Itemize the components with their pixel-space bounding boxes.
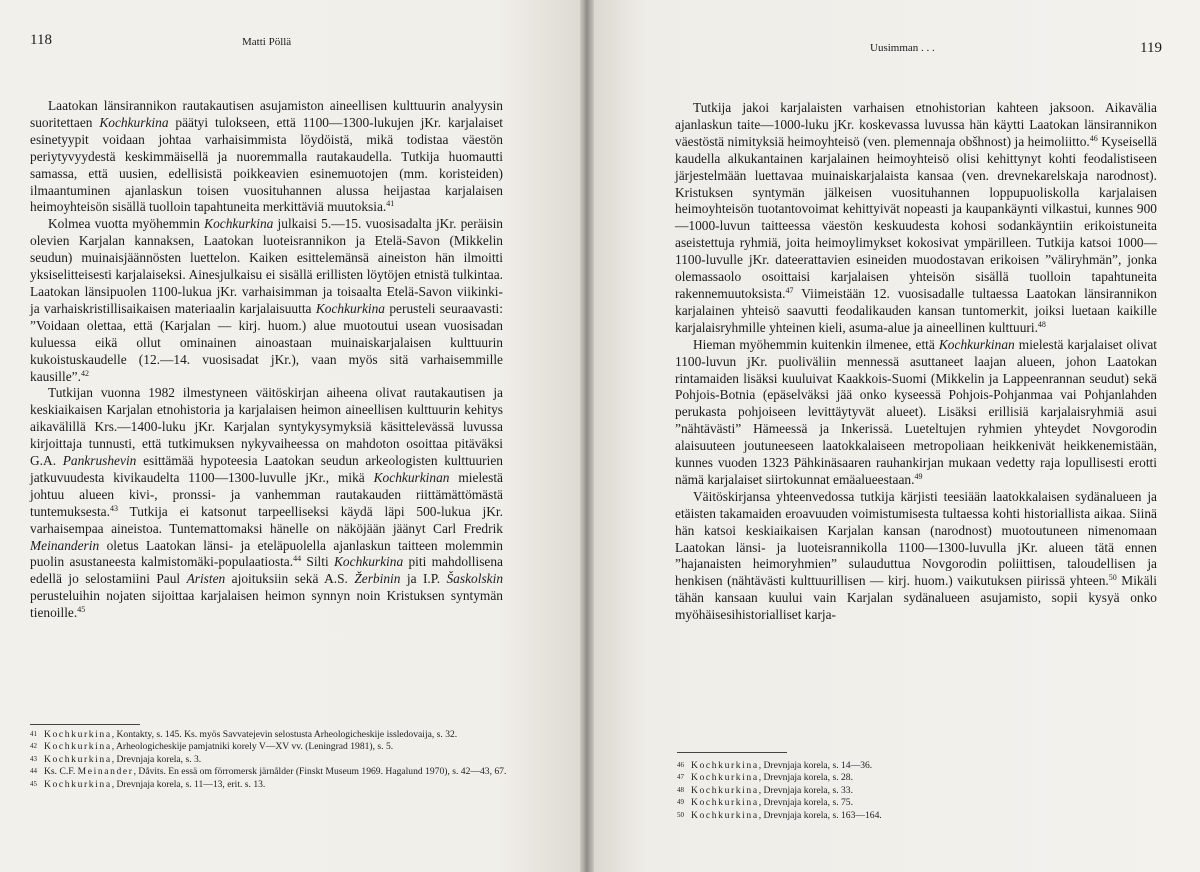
footnote-rule <box>30 724 140 725</box>
footnote-author: Kochkurkina <box>44 741 112 753</box>
book-gutter <box>580 0 594 872</box>
footnote: 41 Kochkurkina, Kontakty, s. 145. Ks. myös Savvatejevin selostusta Arheologicheskije issledovaija, s. 32. <box>30 729 458 740</box>
italic-name: Kochkurkina <box>334 554 404 570</box>
footnote: 49 Kochkurkina, Drevnjaja korela, s. 75. <box>677 797 853 809</box>
footnote-rule <box>677 752 787 753</box>
italic-name: Meinanderin <box>30 537 100 553</box>
footnote: 47 Kochkurkina, Drevnjaja korela, s. 28. <box>677 772 853 784</box>
footnote-ref: 47 <box>785 285 794 295</box>
footnote: 45 Kochkurkina, Drevnjaja korela, s. 11—13, erit. s. 13. <box>30 778 266 790</box>
footnote-author: Kochkurkina <box>44 778 112 790</box>
paragraph: Laatokan länsirannikon rautakautisen asujamiston aineellisen kulttuurin analyysin suoritettaen Kochkurkina päätyi tulokseen, että 1100—1300-lukujen jKr. karjalaiset esinetyypit voidaan johtaa varhaisimmista löydöistä, mikä todistaa väestön periytyvyydestä keskimmäisellä ja nuoremmalla rautakaudella. Tutkija huomautti samassa, että uusien, edellisistä poikkeavien esinemuotojen (mm. koristeiden) ilmaantuminen ajanlaskun toisen vuosituhannen alussa heijastaa karjalaisen heimoyhteisön sisällä tuolloin tapahtuneita merkittäviä muutoksia.$^{41}$ <box>30 98 503 215</box>
right-page <box>585 0 1200 872</box>
footnote-ref: 48 <box>1037 319 1046 329</box>
footnote-ref: 49 <box>914 471 923 481</box>
italic-name: Kochkurkina <box>204 216 274 232</box>
footnote: 42 Kochkurkina, Arheologicheskije pamjatniki korely V—XV vv. (Leningrad 1981), s. 5. <box>30 741 394 753</box>
paragraph: Kolmea vuotta myöhemmin Kochkurkina julkaisi 5.—15. vuosisadalta jKr. peräisin olevien Karjalan kannaksen, Laatokan luoteisrannikon ja Etelä-Savon (Mikkelin seudun) muinaisjäännösten luettelon. Kaiken esittelemänsä aineiston hän ilmoitti yksiselitteisesti karjalaiseksi. Ainesjulkaisu ei sisällä erillisten löytöjen etnistä tulkintaa. Laatokan länsipuolen 1100-lukua jKr. varhaisimman ja toisaalta Etelä-Savon viikinki- ja varhaiskristillisaikaisen materiaalin karjalaisuutta Kochkurkina perusteli seuraavasti: ”Voidaan olettaa, että (Karjalan — kirj. huom.) alue muotoutui usean vuosisadan kuluessa eikä ollut ominainen ainoastaan muinaiskarjalaisen kulttuurin kukoistuskaudelle (12.—14. vuosisadat jKr.), vaan myös sitä varhaisemmille kausille”.$^{42}$ <box>30 216 503 384</box>
italic-name: Kochkurkina <box>315 300 385 316</box>
italic-name: Aristen <box>186 571 226 587</box>
footnote-number: 48 <box>677 785 684 794</box>
footnote-author: Kochkurkina <box>691 760 759 771</box>
footnote-ref: 46 <box>1089 133 1098 143</box>
italic-name: Žerbinin <box>354 571 401 587</box>
footnotes <box>677 760 1147 822</box>
footnote-number: 45 <box>30 779 37 788</box>
paragraph: Väitöskirjansa yhteenvedossa tutkija kärjisti teesiään laatokkalaisen sydänalueen ja etäisten takamaiden eroavuuden voimistumisesta tultaessa kohti historiallista aikaa. Siinä hän katsoi keskiaikaisen Karjalan kansan (narodnost) muotoutuneen nimenomaan Laatokan länsi- ja luoteisrannikolla 1100—1300-luvulla jKr. alueen tätä ennen ”hajanaisten heimoryhmien” sulauduttua Novgorodin poliittisen, taloudellisen ja henkisen (nähtävästi kulttuurillisen — kirj. huom.) vaikutuksen piirissä yhteen.$^{50}$ Mikäli tähän kansaan kuului vain Karjalan sydänalueen asujamisto, sopii kysyä onko myöhäisesihistorialliset karja- <box>675 488 1157 623</box>
footnote-number: 49 <box>677 798 684 807</box>
footnotes <box>30 729 510 791</box>
footnote: 43 Kochkurkina, Drevnjaja korela, s. 3. <box>30 753 202 765</box>
running-head: Uusimman . . . <box>870 42 935 54</box>
paragraph: Tutkija jakoi karjalaisten varhaisen etnohistorian kahteen jaksoon. Aikavälia ajanlaskun taite—1000-luku jKr. koskevassa luvussa hän käytti Laatokan länsirannikon väestöstä nimityksiä heimoyhteisö (ven. plemennaja obšhnost) ja heimoliitto.$^{46}$ Kyseisellä kaudella alkukantainen karjalainen heimoyhteisö olisi kehittynyt kohti feodalistiseen järjestelmään luettavaa muinaiskarjalaista kansaa (ven. drevnekarelskaja narodnost). Kristuksen syntymän jälkeisen vuosituhannen loppupuoliskolla karjalaisen heimoyhteisön tuotantovoimat kehittyivät nopeasti ja kaupankäynti vilkastui, kunnes 900—1000-luvun taitteessa väestön keskuudesta kohosi sodankäyntiin erikoistuneita aseistettuja ryhmiä, joita heimoylimykset kokosivat ympärilleen. Tutkija katsoi 1000—1100-luvulle jKr. dateerattavien esineiden muodostavan erikoisen ”väliryhmän”, jonka olemassaolo osoittaisi karjalaisen yhteisön sisällä tuolloin tapahtuneita rakennemuutoksista.$^{47}$ Viimeistään 12. vuosisadalle tultaessa Laatokan länsirannikon karjalainen yhteisö saavutti feodalikauden kansan tuntomerkit, joiksi luetaan kaikille karjalaisryhmille yhteinen kieli, asuma-alue ja aineellinen kulttuuri.$^{48}$ <box>675 100 1157 335</box>
footnote-number: 50 <box>677 810 684 819</box>
footnote-author: Kochkurkina <box>44 753 112 765</box>
footnote-number: 44 <box>30 767 37 776</box>
footnote-ref: 41 <box>386 199 395 209</box>
italic-name: Kochkurkina <box>99 114 169 130</box>
footnote-ref: 42 <box>80 368 89 378</box>
footnote-author: Kochkurkina <box>691 784 759 796</box>
italic-name: Kochkurkinan <box>373 469 450 485</box>
page-number: 119 <box>1140 40 1162 56</box>
running-head: Matti Pöllä <box>242 36 292 48</box>
footnote: 44 Ks. C.F. Meinander, Dåvits. En essä om förromersk järnålder (Finskt Museum 1969. Hagalund 1970), s. 42—43, 67. <box>30 766 507 778</box>
paragraph: Hieman myöhemmin kuitenkin ilmenee, että Kochkurkinan mielestä karjalaiset olivat 1100-luvun jKr. puoliväliin mennessä asuttaneet laajan alueen, johon Laatokan rintamaiden lisäksi kuuluivat Kaakkois-Suomi (Mikkelin ja Lappeenrannan seudut) sekä Pohjois-Botnia (epäselväksi jää onko kyseessä Pohjois-Pohjanmaa vai Pohjanlahden perukasta pohjoiseen levittäytyvät alueet). Lisäksi erillisiä karjalaisryhmiä asui ”nähtävästi” Hämeessä ja Inkerissä. Lueteltujen ryhmien yhteydet Novgorodin alaisuuteen joutuneeseen laatokkalaiseen metropoliaan heikkenivät heikkenemistään, kunnes vuoden 1323 Pähkinäsaaren rauhankirjan mukaan vedetty raja lopullisesti erotti nämä karjalaiset siirtokunnat emäalueestaan.$^{49}$ <box>675 336 1157 487</box>
footnote-ref: 45 <box>77 605 86 615</box>
footnote-author: Kochkurkina <box>44 729 112 740</box>
footnote-author: Kochkurkina <box>691 809 759 821</box>
footnote-author: Meinander <box>77 766 134 778</box>
footnote-ref: 50 <box>1108 573 1117 583</box>
italic-name: Pankrushevin <box>62 453 137 469</box>
italic-name: Kochkurkinan <box>938 336 1015 352</box>
footnote-author: Kochkurkina <box>691 797 759 809</box>
footnote-number: 42 <box>30 742 37 751</box>
body-text <box>675 100 1157 624</box>
footnote-number: 41 <box>30 730 37 738</box>
footnote-number: 47 <box>677 773 684 782</box>
footnote: 50 Kochkurkina, Drevnjaja korela, s. 163—164. <box>677 809 882 821</box>
page-number: 118 <box>30 32 52 48</box>
footnote-number: 43 <box>30 754 37 763</box>
body-text <box>30 98 503 622</box>
left-page <box>0 0 585 872</box>
footnote: 48 Kochkurkina, Drevnjaja korela, s. 33. <box>677 784 853 796</box>
italic-name: Šaskolskin <box>446 571 504 587</box>
footnote-ref: 44 <box>293 554 302 564</box>
footnote: 46 Kochkurkina, Drevnjaja korela, s. 14—36. <box>677 760 873 771</box>
footnote-author: Kochkurkina <box>691 772 759 784</box>
footnote-number: 46 <box>677 761 684 769</box>
footnote-ref: 43 <box>109 503 118 513</box>
paragraph: Tutkijan vuonna 1982 ilmestyneen väitöskirjan aiheena olivat rautakautisen ja keskiaikaisen Karjalan etnohistoria ja karjalaisen heimon aineellisen kulttuurin kehitys aikavälillä Krs.—1400-luku jKr. Karjalan syntykysymyksiä käsittelevässä luvussa kirjoittaja tunnusti, että tutkimuksen nykyvaiheessa on mahdoton osoittaa pitäväksi G.A. Pankrushevin esittämää hypoteesia Laatokan seudun arkeologisten kulttuurien jatkuvuudesta kivikaudelta 1100—1300-luvulle jKr., mikä Kochkurkinan mielestä johtuu alueen kivi-, pronssi- ja vanhemman rautakauden riittämättömästä tuntemuksesta.$^{43}$ Tutkija ei katsonut tarpeelliseksi käydä läpi 500-lukua jKr. varhaisempaa aineistoa. Tuntemattomaksi hänelle on näköjään jäänyt Carl Fredrik Meinanderin oletus Laatokan länsi- ja eteläpuolella ajanlaskun taitteen molemmin puolin asustaneesta kalmistomäki-populaatiosta.$^{44}$ Silti Kochkurkina piti mahdollisena edellä jo selostamiini Paul Aristen ajoituksiin sekä A.S. Žerbinin ja I.P. Šaskolskin perusteluihin nojaten sijoittaa karjalaisen heimon synnyn noin Kristuksen syntymän tienoille.$^{45}$ <box>30 385 504 621</box>
